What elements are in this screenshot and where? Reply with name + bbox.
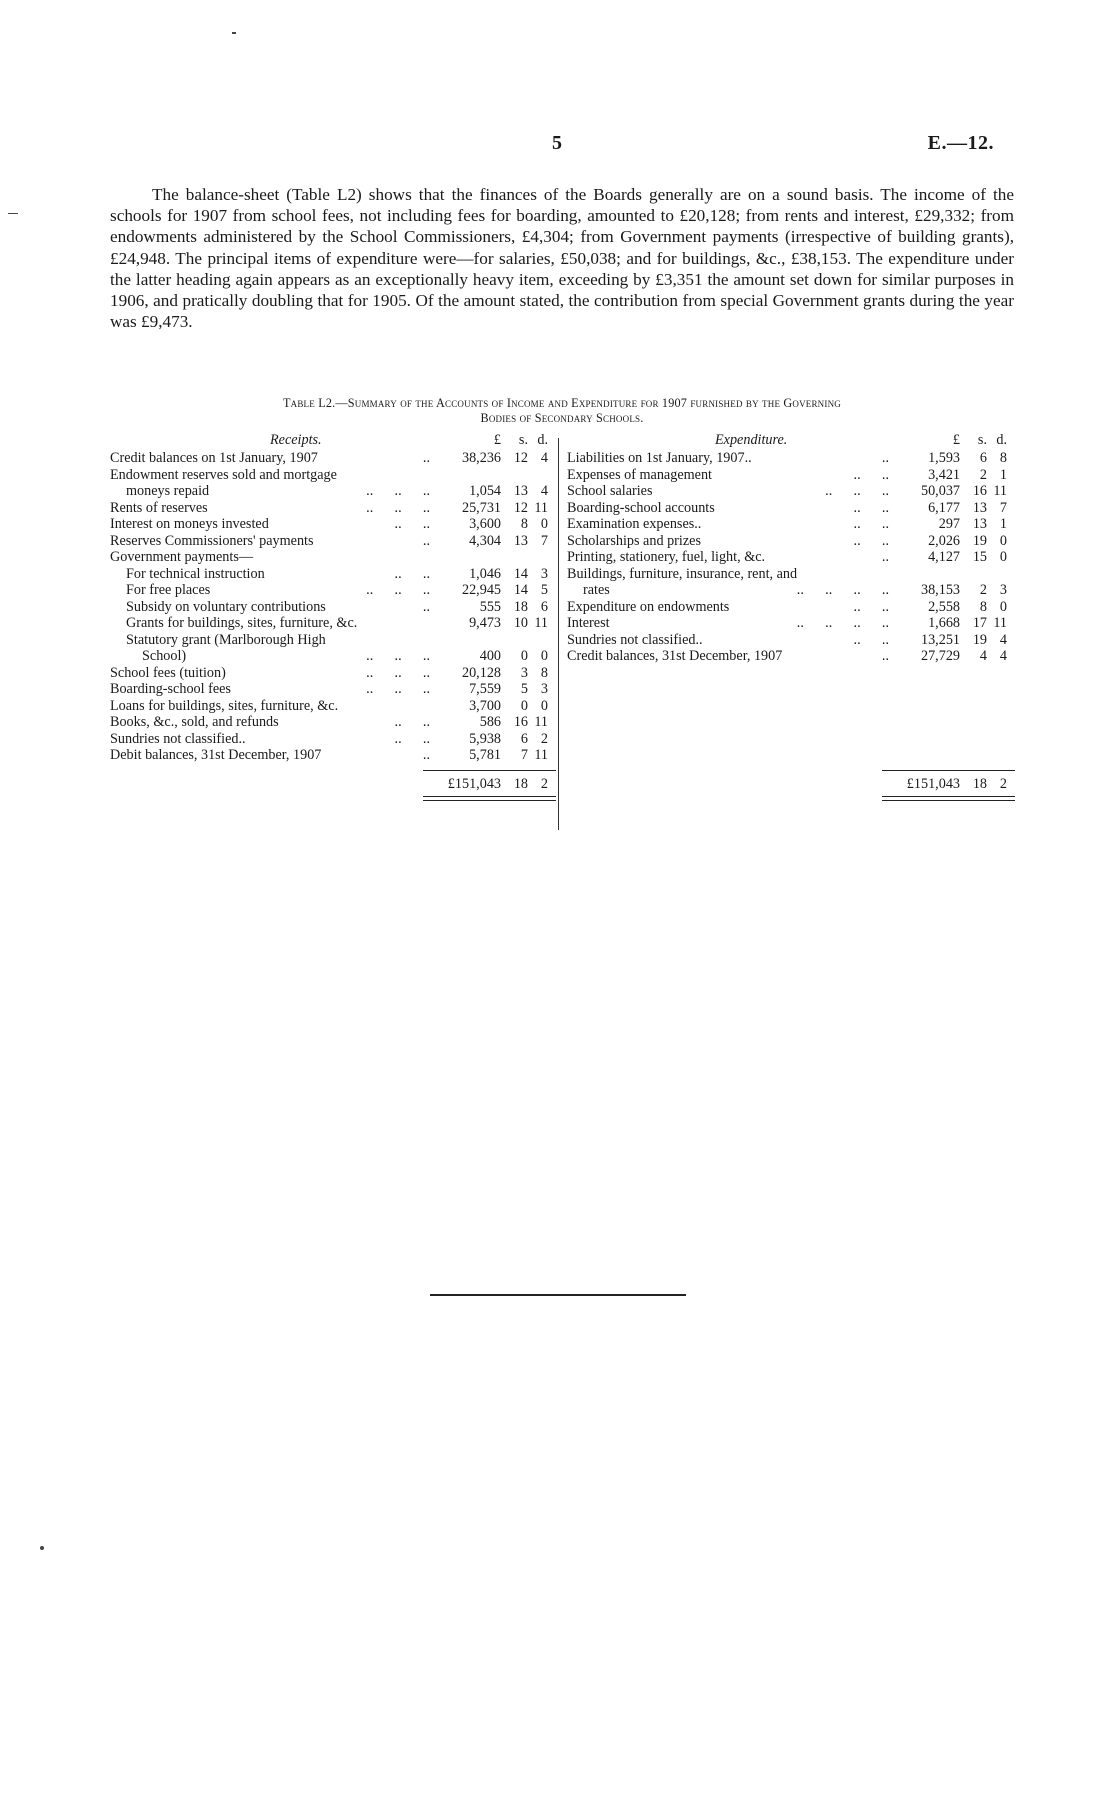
receipts-row-label: Interest on moneys invested <box>110 516 269 532</box>
leader-dots: .. <box>422 532 430 549</box>
pence-value: 8 <box>540 664 548 681</box>
receipts-row-label: Subsidy on voluntary contributions <box>126 598 326 615</box>
pence-value: 11 <box>993 615 1007 631</box>
receipts-row <box>110 714 550 731</box>
leader-dots: .. .. <box>853 532 889 549</box>
leader-dots: .. .. .. <box>366 664 430 681</box>
pounds-value: 555 <box>479 598 501 615</box>
receipts-row <box>110 516 550 533</box>
receipts-row <box>110 665 550 682</box>
expenditure-row-label: Examination expenses.. <box>567 516 702 532</box>
pence-value: 11 <box>993 483 1007 499</box>
pence-value: 4 <box>999 648 1007 664</box>
pence-value: 4 <box>540 483 548 499</box>
pence-value: 1 <box>999 466 1007 483</box>
pounds-value: 25,731 <box>461 499 501 516</box>
pence-value: 0 <box>540 516 548 532</box>
leader-dots: .. .. .. <box>825 483 889 499</box>
pence-value: 6 <box>540 598 548 615</box>
expenditure-row-label: Sundries not classified.. <box>567 631 703 648</box>
expenditure-total-row <box>567 776 1014 793</box>
pounds-value: 22,945 <box>461 582 501 598</box>
shillings-value: 2 <box>979 582 987 598</box>
leader-dots: .. .. .. <box>366 681 430 697</box>
shillings-value: 12 <box>513 499 528 516</box>
total-shillings: 18 <box>972 775 987 792</box>
expenditure-row <box>567 648 1014 665</box>
receipts-row-label: Rents of reserves <box>110 499 208 516</box>
pence-column-header: d. <box>537 432 548 448</box>
leader-dots: .. .. .. <box>366 582 430 598</box>
pence-value: 0 <box>999 598 1007 615</box>
shillings-value: 12 <box>513 450 528 466</box>
receipts-row <box>110 698 550 715</box>
expenditure-row-label: rates <box>583 582 610 598</box>
expenditure-row <box>567 500 1014 517</box>
shillings-value: 13 <box>972 516 987 532</box>
column-divider <box>558 438 559 830</box>
pounds-value: 6,177 <box>928 499 960 516</box>
receipts-row-label: moneys repaid <box>126 483 210 499</box>
receipts-row <box>110 467 550 484</box>
receipts-row-label: Sundries not classified.. <box>110 730 246 747</box>
expenditure-double-rule <box>882 796 1015 801</box>
pence-value: 3 <box>540 681 548 697</box>
leader-dots: .. <box>422 450 430 466</box>
shillings-value: 14 <box>513 582 528 598</box>
receipts-double-rule <box>423 796 556 801</box>
expenditure-row-label: Liabilities on 1st January, 1907.. <box>567 450 752 466</box>
shillings-value: 16 <box>513 714 528 730</box>
summary-paragraph: The balance-sheet (Table L2) shows that the finances of the Boards generally are on a sound basis. The income of the schools for 1907 from school fees, not including fees for boarding, amounted to £20,128; from rents and interest, £29,332; from endowments administered by the School Commissioners, £4,304; from Government payments (irrespective of building grants), £24,948. The principal items of expenditure were—for salaries, £50,038; and for buildings, &c., £38,153. The expenditure under the latter heading again appears as an exceptionally heavy item, exceeding by £3,351 the amount set down for similar purposes in 1906, and pratically doubling that for 1905. Of the amount stated, the contribution from special Government grants during the year was £9,473. <box>110 185 1014 332</box>
shillings-value: 15 <box>972 549 987 565</box>
pence-value: 3 <box>999 582 1007 598</box>
pounds-value: 3,600 <box>469 516 501 532</box>
leader-dots: .. <box>881 549 889 565</box>
total-shillings: 18 <box>513 775 528 792</box>
expenditure-row <box>567 467 1014 484</box>
pounds-value: 2,026 <box>928 532 960 549</box>
leader-dots: .. .. <box>853 598 889 615</box>
pence-value: 0 <box>999 549 1007 565</box>
leader-dots: .. .. <box>853 499 889 516</box>
pence-value: 3 <box>540 565 548 582</box>
receipts-row <box>110 582 550 599</box>
pence-value: 2 <box>540 730 548 747</box>
pounds-value: 9,473 <box>469 615 501 631</box>
pounds-value: 3,421 <box>928 466 960 483</box>
leader-dots: .. .. <box>853 516 889 532</box>
scan-speck <box>40 1546 44 1550</box>
total-pence: 2 <box>540 775 548 792</box>
leader-dots: .. .. .. <box>366 483 430 499</box>
expenditure-row <box>567 533 1014 550</box>
page-number: 5 <box>552 132 562 154</box>
leader-dots: .. .. .. .. <box>796 615 889 631</box>
leader-dots: .. <box>881 648 889 664</box>
pounds-value: 586 <box>479 714 501 730</box>
receipts-row <box>110 747 550 764</box>
shillings-value: 5 <box>520 681 528 697</box>
pounds-value: 38,236 <box>461 450 501 466</box>
pence-value: 5 <box>540 582 548 598</box>
pence-value: 0 <box>540 697 548 714</box>
pence-value: 7 <box>999 499 1007 516</box>
expenditure-row <box>567 549 1014 566</box>
receipts-row <box>110 632 550 649</box>
receipts-row-label: Credit balances on 1st January, 1907 <box>110 450 318 466</box>
pounds-value: 1,593 <box>928 450 960 466</box>
expenditure-row-label: Credit balances, 31st December, 1907 <box>567 648 783 664</box>
leader-dots: .. .. .. <box>366 499 430 516</box>
shillings-value: 8 <box>520 516 528 532</box>
expenditure-row <box>567 599 1014 616</box>
table-caption-line2: Bodies of Secondary Schools. <box>480 411 644 425</box>
pounds-value: 1,054 <box>469 483 501 499</box>
receipts-row-label: For free places <box>126 582 211 598</box>
pounds-value: 4,127 <box>928 549 960 565</box>
shillings-column-header: s. <box>518 432 528 448</box>
shillings-value: 13 <box>513 532 528 549</box>
expenditure-row <box>567 582 1014 599</box>
receipts-column <box>110 432 550 802</box>
receipts-row <box>110 483 550 500</box>
pounds-value: 1,046 <box>469 565 501 582</box>
shillings-value: 8 <box>979 598 987 615</box>
leader-dots: .. .. .. <box>366 648 430 664</box>
shillings-value: 13 <box>513 483 528 499</box>
receipts-row <box>110 450 550 467</box>
expenditure-row-label: Interest <box>567 615 610 631</box>
shillings-value: 0 <box>520 697 528 714</box>
receipts-row <box>110 681 550 698</box>
receipts-row <box>110 599 550 616</box>
pence-value: 0 <box>540 648 548 664</box>
receipts-row-label: School fees (tuition) <box>110 664 226 681</box>
pounds-value: 50,037 <box>920 483 960 499</box>
shillings-value: 13 <box>972 499 987 516</box>
expenditure-spacer <box>567 665 1014 768</box>
expenditure-title: Expenditure. <box>715 432 788 448</box>
pounds-value: 400 <box>479 648 501 664</box>
section-end-rule <box>430 1294 686 1296</box>
pounds-value: 2,558 <box>928 598 960 615</box>
expenditure-row-label: School salaries <box>567 483 653 499</box>
shillings-value: 10 <box>513 615 528 631</box>
shillings-value: 17 <box>972 615 987 631</box>
receipts-row-label: Boarding-school fees <box>110 681 231 697</box>
receipts-row <box>110 566 550 583</box>
pounds-value: 4,304 <box>469 532 501 549</box>
receipts-row <box>110 500 550 517</box>
shillings-value: 4 <box>979 648 987 664</box>
pounds-value: 1,668 <box>928 615 960 631</box>
leader-dots: .. .. <box>394 565 430 582</box>
receipts-double-rule-row <box>110 792 550 802</box>
expenditure-row <box>567 483 1014 500</box>
shillings-value: 6 <box>520 730 528 747</box>
shillings-column-header: s. <box>977 432 987 448</box>
receipts-title: Receipts. <box>270 432 322 448</box>
receipts-header-row <box>110 432 550 450</box>
shillings-value: 18 <box>513 598 528 615</box>
receipts-row-label: Grants for buildings, sites, furniture, &c. <box>126 615 358 631</box>
table-caption-line1: —Summary of the Accounts of Income and Expenditure for 1907 furnished by the Governing <box>335 396 841 410</box>
pounds-value: 3,700 <box>469 697 501 714</box>
expenditure-row <box>567 632 1014 649</box>
receipts-row-label: For technical instruction <box>126 565 265 582</box>
expenditure-row-label: Expenditure on endowments <box>567 598 730 615</box>
receipts-total-row <box>110 776 550 793</box>
expenditure-total-rule <box>882 770 1015 771</box>
pence-value: 1 <box>999 516 1007 532</box>
pence-value: 4 <box>999 631 1007 648</box>
leader-dots: .. .. <box>853 466 889 483</box>
expenditure-header-row <box>567 432 1014 450</box>
receipts-row-label: Reserves Commissioners' payments <box>110 532 314 549</box>
leader-dots: .. .. <box>853 631 889 648</box>
expenditure-row-label: Expenses of management <box>567 466 712 483</box>
expenditure-row-label: Buildings, furniture, insurance, rent, and <box>567 565 798 582</box>
expenditure-rule-row <box>567 768 1014 776</box>
expenditure-row <box>567 516 1014 533</box>
total-pounds: £151,043 <box>906 775 960 792</box>
pounds-column-header: £ <box>952 432 960 448</box>
pounds-value: 38,153 <box>920 582 960 598</box>
pounds-value: 5,938 <box>469 730 501 747</box>
page-reference: E.—12. <box>927 132 994 154</box>
leader-dots: .. <box>422 598 430 615</box>
pounds-value: 27,729 <box>920 648 960 664</box>
expenditure-row <box>567 450 1014 467</box>
pence-value: 7 <box>540 532 548 549</box>
shillings-value: 3 <box>520 664 528 681</box>
scan-speck <box>8 213 18 214</box>
pounds-value: 297 <box>938 516 960 532</box>
receipts-row <box>110 731 550 748</box>
table-label: Table L2. <box>283 396 336 410</box>
expenditure-row-label: Scholarships and prizes <box>567 532 701 549</box>
shillings-value: 7 <box>520 747 528 763</box>
receipts-rule-row <box>110 768 550 776</box>
receipts-row-label: School) <box>142 648 187 664</box>
scan-speck <box>232 32 236 34</box>
shillings-value: 19 <box>972 532 987 549</box>
receipts-row-label: Statutory grant (Marlborough High <box>126 631 326 648</box>
pounds-value: 20,128 <box>461 664 501 681</box>
leader-dots: .. .. <box>394 516 430 532</box>
shillings-value: 2 <box>979 466 987 483</box>
expenditure-row <box>567 615 1014 632</box>
pence-value: 11 <box>534 499 548 516</box>
pence-value: 4 <box>540 450 548 466</box>
receipts-row-label: Loans for buildings, sites, furniture, &c. <box>110 697 339 714</box>
leader-dots: .. .. <box>394 714 430 730</box>
shillings-value: 19 <box>972 631 987 648</box>
receipts-row <box>110 549 550 566</box>
pence-value: 11 <box>534 615 548 631</box>
receipts-row-label: Debit balances, 31st December, 1907 <box>110 747 322 763</box>
receipts-row-label: Books, &c., sold, and refunds <box>110 714 279 730</box>
table-caption <box>110 396 1014 426</box>
pence-value: 8 <box>999 450 1007 466</box>
shillings-value: 14 <box>513 565 528 582</box>
pence-value: 11 <box>534 714 548 730</box>
expenditure-row-label: Printing, stationery, fuel, light, &c. <box>567 549 766 565</box>
receipts-row-label: Endowment reserves sold and mortgage <box>110 466 337 483</box>
pence-value: 0 <box>999 532 1007 549</box>
expenditure-double-rule-row <box>567 792 1014 802</box>
pence-column-header: d. <box>996 432 1007 448</box>
leader-dots: .. <box>881 450 889 466</box>
leader-dots: .. <box>422 747 430 763</box>
total-pounds: £151,043 <box>447 775 501 792</box>
pounds-value: 13,251 <box>920 631 960 648</box>
receipts-row <box>110 648 550 665</box>
pounds-value: 7,559 <box>469 681 501 697</box>
expenditure-row-label: Boarding-school accounts <box>567 499 715 516</box>
receipts-row <box>110 533 550 550</box>
pounds-value: 5,781 <box>469 747 501 763</box>
shillings-value: 6 <box>979 450 987 466</box>
expenditure-column <box>567 432 1014 802</box>
shillings-value: 0 <box>520 648 528 664</box>
shillings-value: 16 <box>972 483 987 499</box>
pounds-column-header: £ <box>493 432 501 448</box>
receipts-row-label: Government payments— <box>110 549 254 565</box>
receipts-row <box>110 615 550 632</box>
leader-dots: .. .. <box>394 730 430 747</box>
total-pence: 2 <box>999 775 1007 792</box>
leader-dots: .. .. .. .. <box>796 582 889 598</box>
expenditure-row <box>567 566 1014 583</box>
receipts-total-rule <box>423 770 556 771</box>
pence-value: 11 <box>534 747 548 763</box>
